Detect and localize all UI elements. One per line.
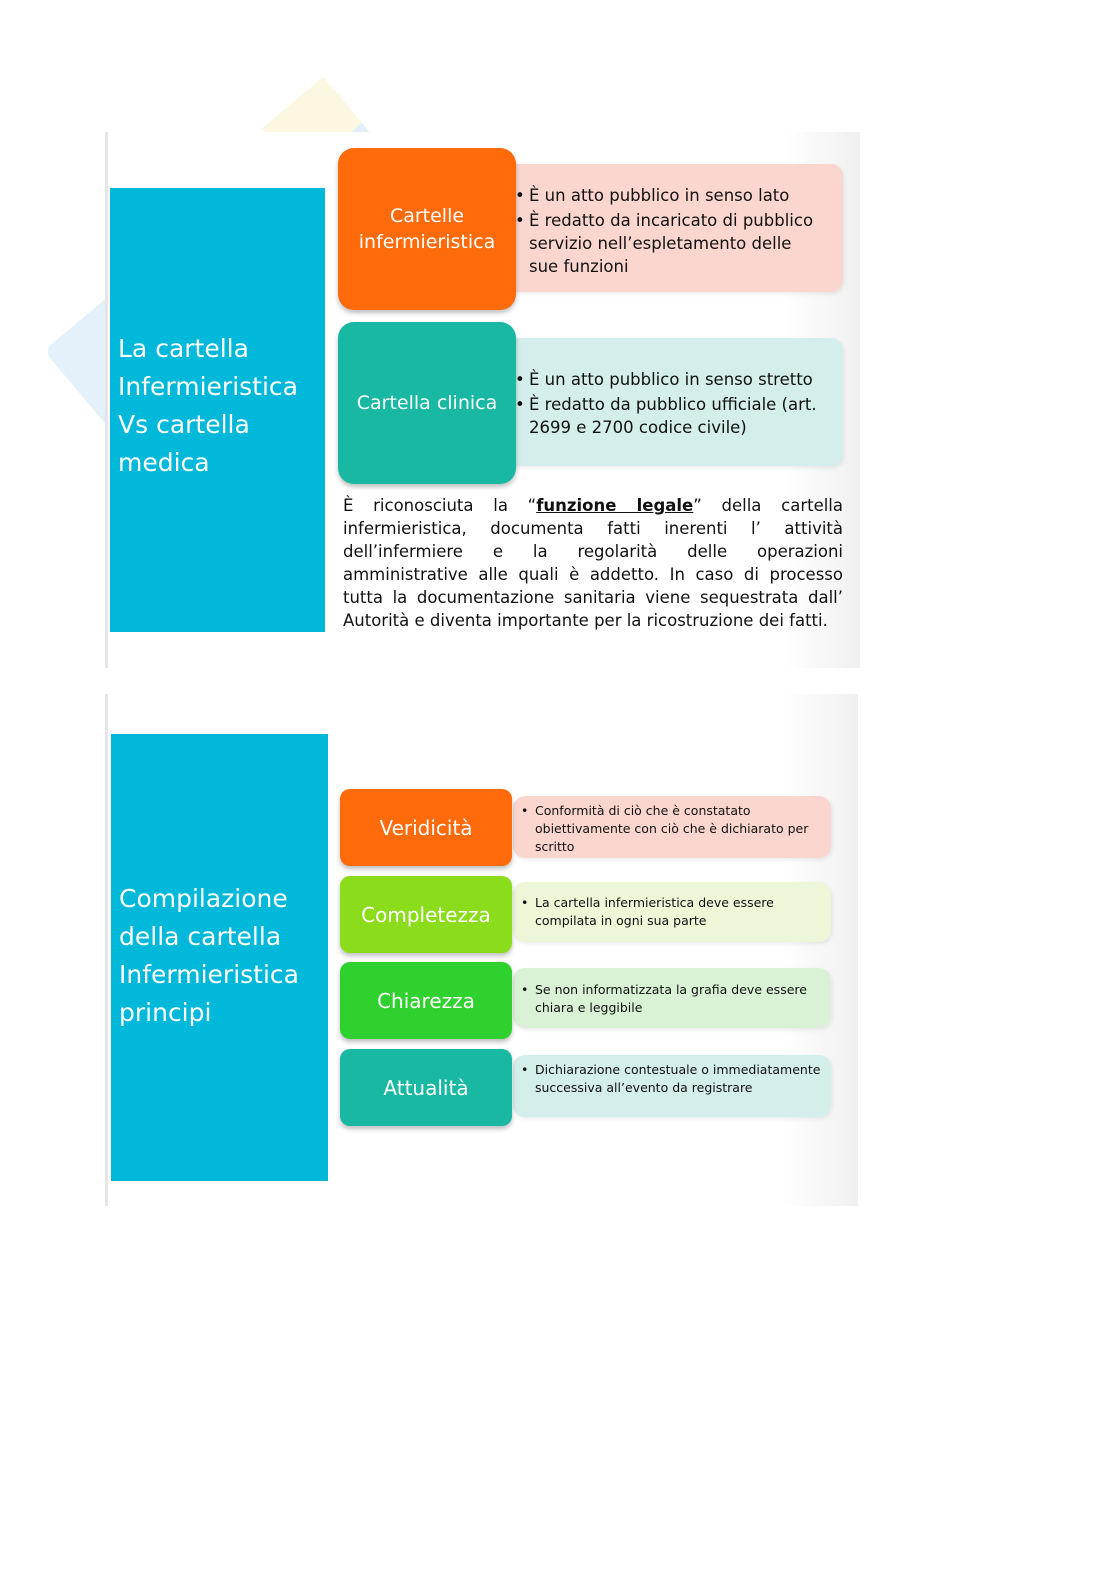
bullet-item: • È un atto pubblico in senso lato <box>515 184 815 207</box>
bullet-item: • È redatto da pubblico ufficiale (art. 2699 e 2700 codice civile) <box>515 393 820 439</box>
tile-veridicita: Veridicità <box>340 789 512 866</box>
slide-cartella-infermieristica-vs-medica <box>105 132 860 668</box>
bullet-item: • È un atto pubblico in senso stretto <box>515 368 820 391</box>
funzione-legale-emphasis: funzione legale <box>536 496 694 515</box>
paragraph-text: ” della cartella infermieristica, documenta fatti inerenti l’ attività dell’infermiere e la regolarità delle operazioni amministrative alle quali è addetto. In caso di processo tutta la documentazione sanitaria viene sequestrata dall’ Autorità e diventa importante per la ricostruzione dei fatti. <box>343 496 843 630</box>
bullet-item: • Conformità di ciò che è constatato obiettivamente con ciò che è dichiarato per scritto <box>521 802 821 856</box>
bullet-item: • È redatto da incaricato di pubblico servizio nell’espletamento delle sue funzioni <box>515 209 815 278</box>
desc-box-attualita <box>513 1055 831 1117</box>
bullet-item: • Se non informatizzata la grafia deve essere chiara e leggibile <box>521 981 821 1017</box>
slide-title-panel <box>111 734 328 1181</box>
bullet-item: • Dichiarazione contestuale o immediatamente successiva all’evento da registrare <box>521 1061 821 1097</box>
slide-principi-compilazione <box>105 694 858 1206</box>
tile-attualita: Attualità <box>340 1049 512 1126</box>
funzione-legale-paragraph <box>343 494 843 632</box>
slide-title: La cartella Infermieristica Vs cartella medica <box>118 334 298 477</box>
tile-completezza: Completezza <box>340 876 512 953</box>
bullet-item: • La cartella infermieristica deve essere compilata in ogni sua parte <box>521 894 821 930</box>
tile-chiarezza: Chiarezza <box>340 962 512 1039</box>
desc-box-veridicita <box>513 796 831 858</box>
tile-cartelle-infermieristica: Cartelle infermieristica <box>338 148 516 310</box>
slide-title: Compilazione della cartella Infermieristica principi <box>119 884 299 1027</box>
desc-box-cartelle-infermieristica <box>493 164 843 292</box>
desc-box-completezza <box>513 882 831 942</box>
tile-cartella-clinica: Cartella clinica <box>338 322 516 484</box>
paragraph-text: È riconosciuta la “ <box>343 496 537 515</box>
desc-box-cartella-clinica <box>493 338 843 466</box>
desc-box-chiarezza <box>513 968 831 1028</box>
slide-title-panel <box>110 188 325 632</box>
